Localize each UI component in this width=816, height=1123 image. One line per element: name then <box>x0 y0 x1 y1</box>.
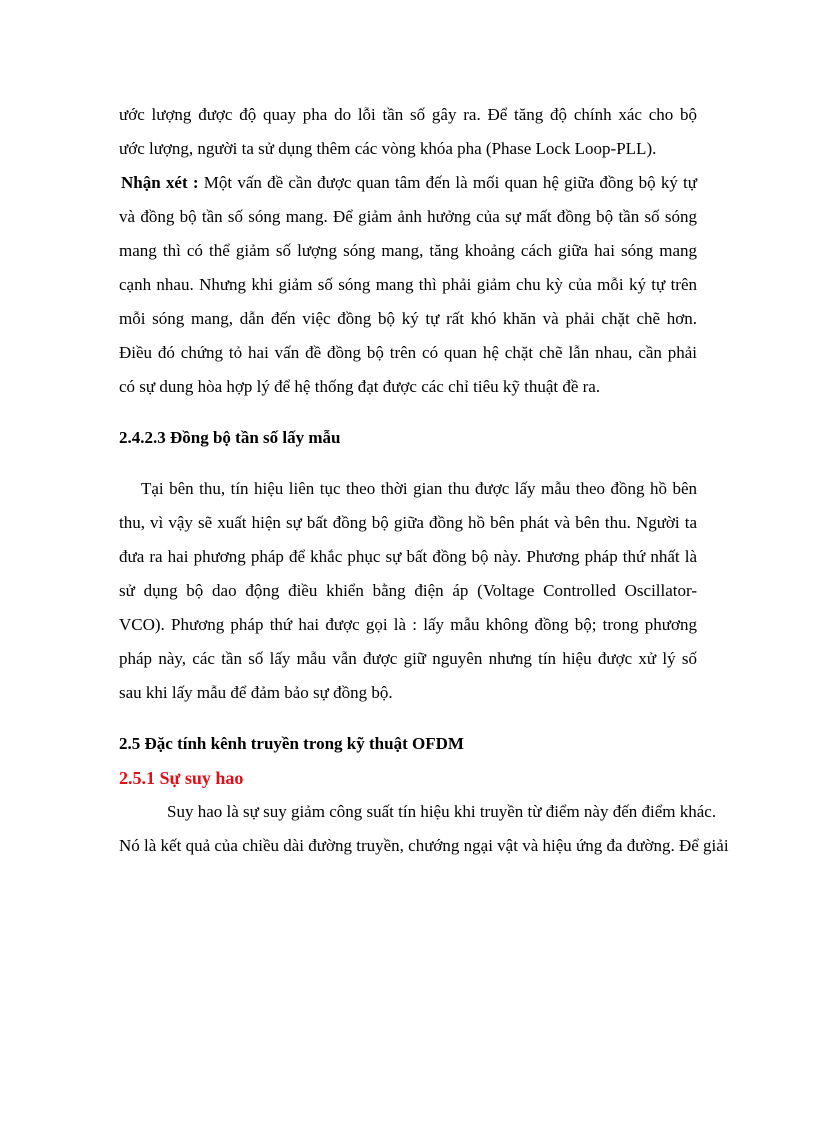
text-line: ước lượng được độ quay pha do lỗi tần số gây ra. Để tăng độ chính xác cho bộ <box>119 105 697 124</box>
text-line: có sự dung hòa hợp lý để hệ thống đạt được các chỉ tiêu kỹ thuật đề ra. <box>119 377 601 396</box>
text-line: và đồng bộ tần số sóng mang. Để giảm ảnh hưởng của sự mất đồng bộ tần số sóng <box>119 207 697 226</box>
text-line: VCO). Phương pháp thứ hai được gọi là : lấy mẫu không đồng bộ; trong phương <box>119 615 697 634</box>
text-line: sau khi lấy mẫu để đảm bảo sự đồng bộ. <box>119 683 393 702</box>
paragraph-remark <box>119 166 697 404</box>
text-line: Điều đó chứng tỏ hai vấn đề đồng bộ trên có quan hệ chặt chẽ lẫn nhau, cần phải <box>119 343 697 362</box>
text-line: ước lượng, người ta sử dụng thêm các vòng khóa pha (Phase Lock Loop-PLL). <box>119 139 657 158</box>
section-heading-2-5-1: 2.5.1 Sự suy hao <box>119 768 244 788</box>
text-line: thu, vì vậy sẽ xuất hiện sự bất đồng bộ giữa đồng hồ bên phát và bên thu. Người ta <box>119 513 697 532</box>
remark-label: Nhận xét : <box>121 173 199 192</box>
remark-first-line <box>119 166 697 200</box>
text-line: cạnh nhau. Nhưng khi giảm số sóng mang thì phải giảm chu kỳ của mỗi ký tự trên <box>119 275 697 294</box>
text-line: Tại bên thu, tín hiệu liên tục theo thời gian thu được lấy mẫu theo đồng hồ bên <box>141 479 697 498</box>
text-line: pháp này, các tần số lấy mẫu vẫn được giữ nguyên nhưng tín hiệu được xử lý số <box>119 649 697 668</box>
paragraph-pll <box>119 98 697 166</box>
remark-first-line-text: Một vấn đề cần được quan tâm đến là mối quan hệ giữa đồng bộ ký tự <box>198 173 697 192</box>
text-line: đưa ra hai phương pháp để khắc phục sự bất đồng bộ này. Phương pháp thứ nhất là <box>119 547 697 566</box>
paragraph-sampling-sync <box>119 472 697 710</box>
section-heading-2-4-2-3: 2.4.2.3 Đồng bộ tần số lấy mẫu <box>119 428 341 447</box>
text-line: mang thì có thể giảm số lượng sóng mang, tăng khoảng cách giữa hai sóng mang <box>119 241 697 260</box>
text-line: Nó là kết quả của chiều dài đường truyền, chướng ngại vật và hiệu ứng đa đường. Để giải <box>119 836 729 855</box>
document-page <box>119 98 729 863</box>
paragraph-attenuation <box>119 795 729 863</box>
text-line: mỗi sóng mang, dẫn đến việc đồng bộ ký tự rất khó khăn và phải chặt chẽ hơn. <box>119 309 697 328</box>
text-line: Suy hao là sự suy giảm công suất tín hiệu khi truyền từ điểm này đến điểm khác. <box>167 802 717 821</box>
text-line: sử dụng bộ dao động điều khiển bằng điện áp (Voltage Controlled Oscillator- <box>119 581 697 600</box>
section-heading-2-5: 2.5 Đặc tính kênh truyền trong kỹ thuật OFDM <box>119 734 464 753</box>
